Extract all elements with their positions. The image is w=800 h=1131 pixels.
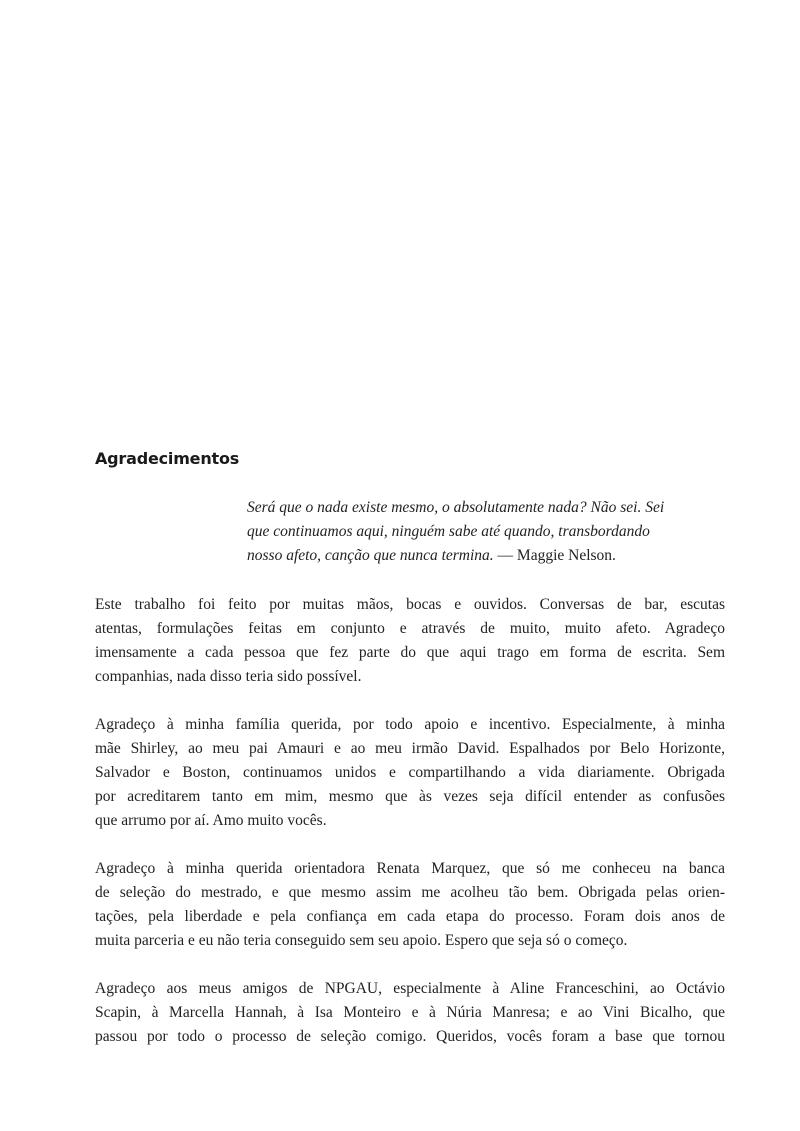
text-line: Agradeço à minha família querida, por todo apoio e incentivo. Especialmente, à minha bbox=[95, 716, 725, 733]
epigraph-attribution: — Maggie Nelson. bbox=[493, 547, 616, 564]
epigraph-line: nosso afeto, canção que nunca termina. — Maggie Nelson. bbox=[247, 547, 616, 564]
text-line: atentas, formulações feitas em conjunto e através de muito, muito afeto. Agradeço bbox=[95, 620, 725, 637]
text-line: mãe Shirley, ao meu pai Amauri e ao meu irmão David. Espalhados por Belo Horizonte, bbox=[95, 740, 725, 757]
text-line: muita parceria e eu não teria conseguido sem seu apoio. Espero que seja só o começo. bbox=[95, 932, 628, 949]
text-line: Agradeço à minha querida orientadora Renata Marquez, que só me conheceu na banca bbox=[95, 860, 725, 877]
section-heading: Agradecimentos bbox=[95, 449, 240, 468]
text-line: imensamente a cada pessoa que fez parte do que aqui trago em forma de escrita. Sem bbox=[95, 644, 725, 661]
epigraph bbox=[247, 496, 717, 568]
paragraph bbox=[95, 977, 725, 1049]
text-line: Agradeço aos meus amigos de NPGAU, especialmente à Aline Franceschini, ao Octávio bbox=[95, 980, 725, 997]
paragraph bbox=[95, 593, 725, 689]
epigraph-line: que continuamos aqui, ninguém sabe até quando, transbordando bbox=[247, 523, 650, 540]
text-line: Scapin, à Marcella Hannah, à Isa Monteiro e à Núria Manresa; e ao Vini Bicalho, que bbox=[95, 1004, 725, 1021]
text-line: Este trabalho foi feito por muitas mãos, bocas e ouvidos. Conversas de bar, escutas bbox=[95, 596, 725, 613]
text-line: que arrumo por aí. Amo muito vocês. bbox=[95, 812, 327, 829]
paragraph bbox=[95, 857, 725, 953]
body-text bbox=[95, 593, 725, 1073]
epigraph-line: Será que o nada existe mesmo, o absolutamente nada? Não sei. Sei bbox=[247, 499, 665, 516]
text-line: tações, pela liberdade e pela confiança em cada etapa do processo. Foram dois anos de bbox=[95, 908, 725, 925]
text-line: Salvador e Boston, continuamos unidos e compartilhando a vida diariamente. Obrigada bbox=[95, 764, 725, 781]
paragraph bbox=[95, 713, 725, 833]
text-line: companhias, nada disso teria sido possível. bbox=[95, 668, 362, 685]
text-line: por acreditarem tanto em mim, mesmo que às vezes seja difícil entender as confusões bbox=[95, 788, 725, 805]
text-line: passou por todo o processo de seleção comigo. Queridos, vocês foram a base que tornou bbox=[95, 1028, 725, 1045]
text-line: de seleção do mestrado, e que mesmo assim me acolheu tão bem. Obrigada pelas orien- bbox=[95, 884, 725, 901]
